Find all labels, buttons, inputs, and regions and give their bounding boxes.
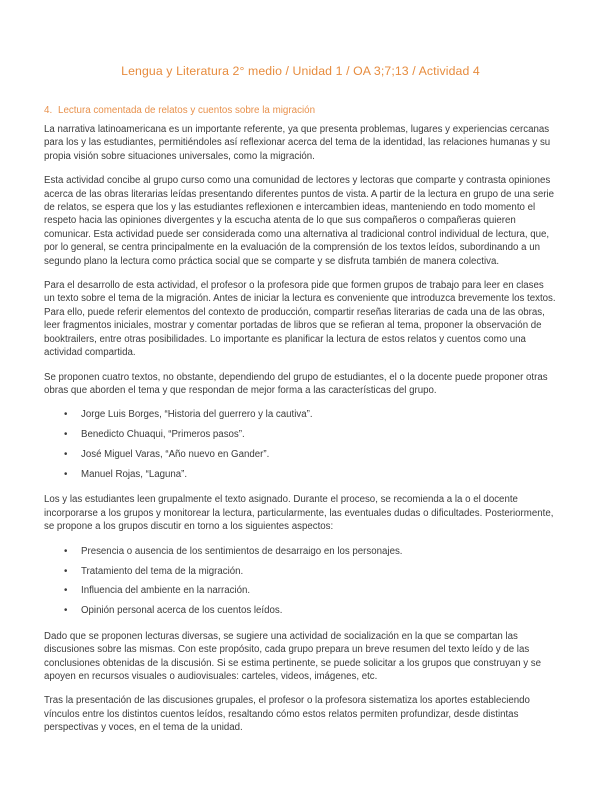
- bullet-icon: •: [64, 605, 68, 617]
- reading-list-item-text: José Miguel Varas, “Año nuevo en Gander”.: [81, 449, 270, 461]
- discussion-aspects-list: [44, 545, 557, 618]
- paragraph-group-reading: Los y las estudiantes leen grupalmente el texto asignado. Durante el proceso, se recomienda a la o el docente incorporarse a los grupos y monitorear la lectura, particularmente, las eventuales dudas o dificultades. Posteriormente, se propone a los grupos discutir en torno a los siguientes aspectos:: [44, 494, 554, 533]
- paragraph-texts-proposal: Se proponen cuatro textos, no obstante, dependiendo del grupo de estudiantes, el o la docente puede proponer otras obras que aborden el tema y que respondan de mejor forma a las características del grupo.: [44, 371, 548, 396]
- list-item: [44, 584, 557, 597]
- list-item: [44, 604, 557, 617]
- bullet-icon: •: [64, 565, 68, 577]
- aspect-item-text: Opinión personal acerca de los cuentos leídos.: [81, 605, 283, 617]
- reading-list-item-text: Manuel Rojas, “Laguna”.: [81, 469, 188, 481]
- paragraph-intro: La narrativa latinoamericana es un importante referente, ya que presenta problemas, lugares y experiencias cercanas para los y las estudiantes, permitiéndoles así reflexionar acerca del tema de la identidad, las relaciones humanas y su propia visión sobre situaciones universales, como la migración.: [44, 124, 551, 162]
- aspect-item-text: Influencia del ambiente en la narración.: [81, 585, 251, 597]
- bullet-icon: •: [64, 585, 68, 597]
- reading-list: [44, 408, 557, 481]
- bullet-icon: •: [64, 449, 68, 461]
- list-item: [44, 545, 557, 558]
- list-item: [44, 468, 557, 481]
- list-item: [44, 448, 557, 461]
- bullet-icon: •: [64, 429, 68, 441]
- bullet-icon: •: [64, 469, 68, 481]
- section-number: 4.: [44, 105, 53, 116]
- reading-list-item-text: Benedicto Chuaqui, “Primeros pasos”.: [81, 429, 245, 441]
- section-heading: [44, 104, 557, 117]
- paragraph-closing: Tras la presentación de las discusiones grupales, el profesor o la profesora sistematiza los aportes estableciendo vínculos entre los distintos cuentos leídos, resaltando cómo estos relatos permiten profundizar, desde distintas perspectivas y voces, en el tema de la unidad.: [44, 695, 530, 734]
- list-item: [44, 565, 557, 578]
- list-item: [44, 428, 557, 441]
- bullet-icon: •: [64, 545, 68, 557]
- paragraph-community: Esta actividad concibe al grupo curso como una comunidad de lectores y lectoras que comparte y contrasta opiniones acerca de las obras literarias leídas presentando diferentes puntos de vista. A partir de la lectura en grupo de una serie de relatos, se espera que los y las estudiantes reflexionen e intercambien ideas, manteniendo en todo momento el respeto hacia las opiniones divergentes y la escucha atenta de lo que sus compañeros o compañeras quieren comunicar. Esta actividad puede ser considerada como una alternativa al tradicional control individual de lectura, que, por lo general, se centra principalmente en la evaluación de la comprensión de los textos leídos, subordinando a un segundo plano la lectura como práctica social que se comparte y se disfruta también de manera colectiva.: [44, 175, 554, 267]
- document-title: Lengua y Literatura 2° medio / Unidad 1 / OA 3;7;13 / Actividad 4: [121, 64, 480, 78]
- list-item: [44, 408, 557, 421]
- section-title: Lectura comentada de relatos y cuentos sobre la migración: [58, 105, 316, 116]
- reading-list-item-text: Jorge Luis Borges, “Historia del guerrero y la cautiva”.: [81, 409, 313, 421]
- bullet-icon: •: [64, 409, 68, 421]
- aspect-item-text: Tratamiento del tema de la migración.: [81, 565, 244, 577]
- paragraph-socialization: Dado que se proponen lecturas diversas, se sugiere una actividad de socialización en la que se compartan las discusiones sobre las mismas. Con este propósito, cada grupo prepara un breve resumen del texto leído y de las conclusiones obtenidas de la discusión. Si se estima pertinente, se puede solicitar a los grupos que construyan y se apoyen en recursos visuales o audiovisuales: carteles, videos, imágenes, etc.: [44, 630, 542, 682]
- paragraph-development: Para el desarrollo de esta actividad, el profesor o la profesora pide que formen grupos de trabajo para leer en clases un texto sobre el tema de la migración. Antes de iniciar la lectura es conveniente que introduzca brevemente los textos. Para ello, puede referir elementos del contexto de producción, compartir reseñas literarias de cada una de las obras, leer fragmentos iniciales, mostrar y comentar portadas de libros que se refieran al tema, proponer la observación de booktrailers, entre otras posibilidades. Lo importante es planificar la lectura de estos relatos y cuentos como una actividad compartida.: [44, 280, 556, 359]
- aspect-item-text: Presencia o ausencia de los sentimientos de desarraigo en los personajes.: [81, 545, 403, 557]
